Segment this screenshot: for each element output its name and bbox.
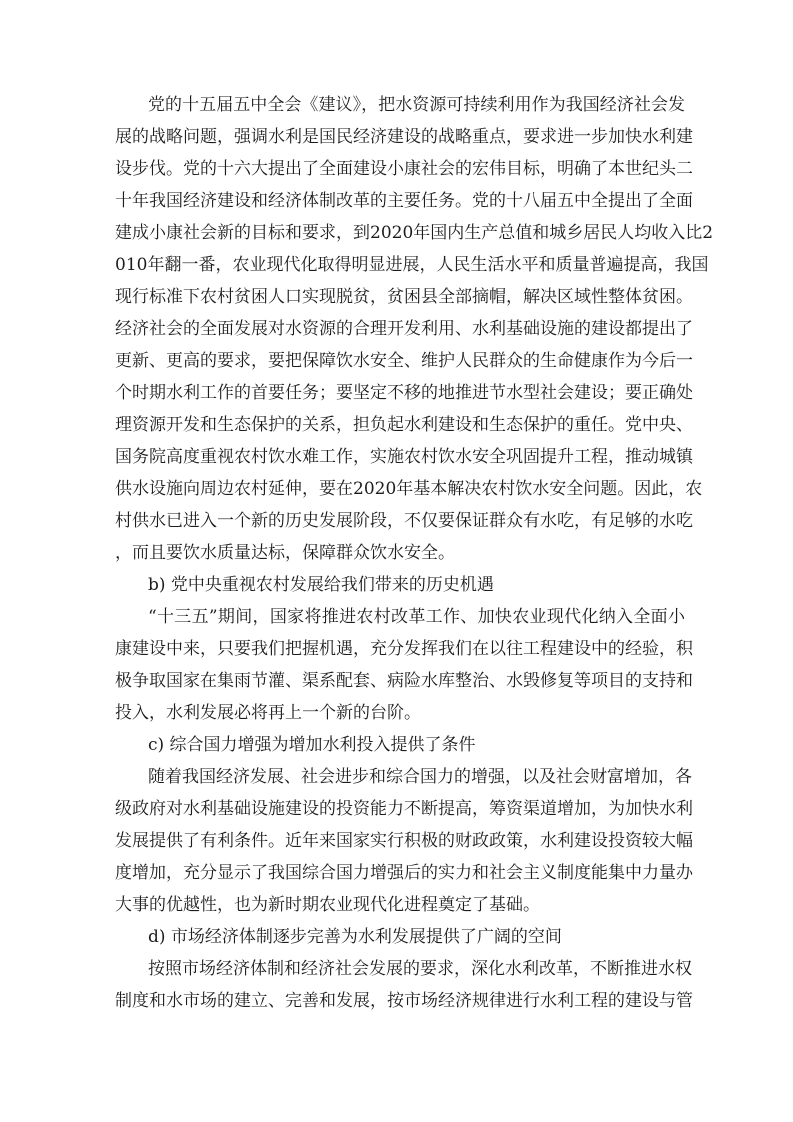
paragraph-line: 十年我国经济建设和经济体制改革的主要任务。党的十八届五中全提出了全面	[115, 191, 693, 211]
paragraph-line: 制度和水市场的建立、完善和发展，按市场经济规律进行水利工程的建设与管	[115, 991, 693, 1011]
paragraph-line: 随着我国经济发展、社会进步和综合国力的增强，以及社会财富增加，各	[148, 767, 692, 787]
paragraph-line: 理资源开发和生态保护的关系，担负起水利建设和生态保护的重任。党中央、	[115, 415, 693, 435]
paragraph-line: 设步伐。党的十六大提出了全面建设小康社会的宏伟目标，明确了本世纪头二	[115, 159, 693, 179]
paragraph-line: 党的十五届五中全会《建议》，把水资源可持续利用作为我国经济社会发	[148, 95, 685, 115]
section-heading-c: c) 综合国力增强为增加水利投入提供了条件	[148, 735, 476, 755]
paragraph-line: 更新、更高的要求，要把保障饮水安全、维护人民群众的生命健康作为今后一	[115, 351, 693, 371]
paragraph-line: 010年翻一番，农业现代化取得明显进展，人民生活水平和质量普遍提高，我国	[115, 255, 709, 275]
paragraph-line: 康建设中来，只要我们把握机遇，充分发挥我们在以往工程建设中的经验，积	[115, 639, 693, 659]
section-heading-d: d) 市场经济体制逐步完善为水利发展提供了广阔的空间	[148, 927, 562, 947]
paragraph-line: 极争取国家在集雨节灌、渠系配套、病险水库整治、水毁修复等项目的支持和	[115, 671, 693, 691]
paragraph-line: 个时期水利工作的首要任务；要坚定不移的地推进节水型社会建设；要正确处	[115, 383, 693, 403]
paragraph-line: “十三五”期间，国家将推进农村改革工作、加快农业现代化纳入全面小	[148, 607, 685, 627]
paragraph-line: 度增加，充分显示了我国综合国力增强后的实力和社会主义制度能集中力量办	[115, 863, 693, 883]
paragraph-line: 经济社会的全面发展对水资源的合理开发利用、水利基础设施的建设都提出了	[115, 319, 693, 339]
paragraph-line: 现行标准下农村贫困人口实现脱贫，贫困县全部摘帽，解决区域性整体贫困。	[115, 287, 693, 307]
paragraph-line: 供水设施向周边农村延伸，要在2020年基本解决农村饮水安全问题。因此，农	[115, 479, 703, 499]
paragraph-line: 建成小康社会新的目标和要求，到2020年国内生产总值和城乡居民人均收入比2	[115, 223, 714, 243]
paragraph-line: 发展提供了有利条件。近年来国家实行积极的财政政策，水利建设投资较大幅	[115, 831, 693, 851]
paragraph-line: 按照市场经济体制和经济社会发展的要求，深化水利改革，不断推进水权	[148, 959, 692, 979]
paragraph-line: 展的战略问题，强调水利是国民经济建设的战略重点，要求进一步加快水利建	[115, 127, 693, 147]
paragraph-line: ，而且要饮水质量达标，保障群众饮水安全。	[115, 543, 455, 563]
paragraph-line: 投入，水利发展必将再上一个新的台阶。	[115, 703, 421, 723]
paragraph-line: 村供水已进入一个新的历史发展阶段，不仅要保证群众有水吃，有足够的水吃	[115, 511, 693, 531]
paragraph-line: 国务院高度重视农村饮水难工作，实施农村饮水安全巩固提升工程，推动城镇	[115, 447, 693, 467]
paragraph-line: 大事的优越性，也为新时期农业现代化进程奠定了基础。	[115, 895, 540, 915]
paragraph-line: 级政府对水利基础设施建设的投资能力不断提高，筹资渠道增加，为加快水利	[115, 799, 693, 819]
section-heading-b: b) 党中央重视农村发展给我们带来的历史机遇	[148, 575, 494, 595]
